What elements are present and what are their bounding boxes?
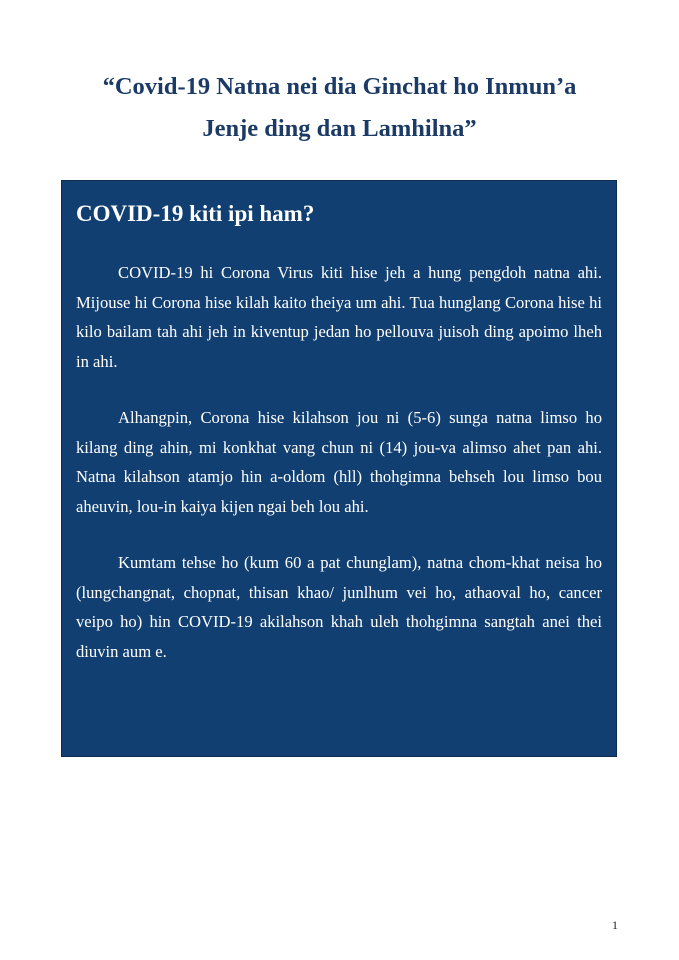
info-box-heading: COVID-19 kiti ipi ham? <box>76 201 315 226</box>
info-paragraph-2: Alhangpin, Corona hise kilahson jou ni (5-6) sunga natna limso ho kilang ding ahin, mi konkhat vang chun ni (14) jou-va alimso ahet pan ahi. Natna kilahson atamjo hin a-oldom (hll) thohgimna behseh lou limso bou aheuvin, lou-in kaiya kijen ngai beh lou ahi. <box>76 408 602 516</box>
document-title-line-2: Jenje ding dan Lamhilna” <box>202 115 477 142</box>
document-title <box>0 66 679 150</box>
page-number: 1 <box>612 918 618 932</box>
info-paragraph-1: COVID-19 hi Corona Virus kiti hise jeh a hung pengdoh natna ahi. Mijouse hi Corona hise kilah kaito theiya um ahi. Tua hunglang Corona hise hi kilo bailam tah ahi jeh in kiventup jedan ho pellouva juisoh ding apoimo lheh in ahi. <box>76 263 602 371</box>
document-title-line-1: “Covid-19 Natna nei dia Ginchat ho Inmun’a <box>102 73 577 100</box>
info-paragraph-3: Kumtam tehse ho (kum 60 a pat chunglam), natna chom-khat neisa ho (lungchangnat, chopnat, thisan khao/ junlhum vei ho, athaoval ho, cancer veipo ho) hin COVID-19 akilahson khah uleh thohgimna sangtah anei thei diuvin aum e. <box>76 553 602 661</box>
info-box <box>61 180 617 757</box>
